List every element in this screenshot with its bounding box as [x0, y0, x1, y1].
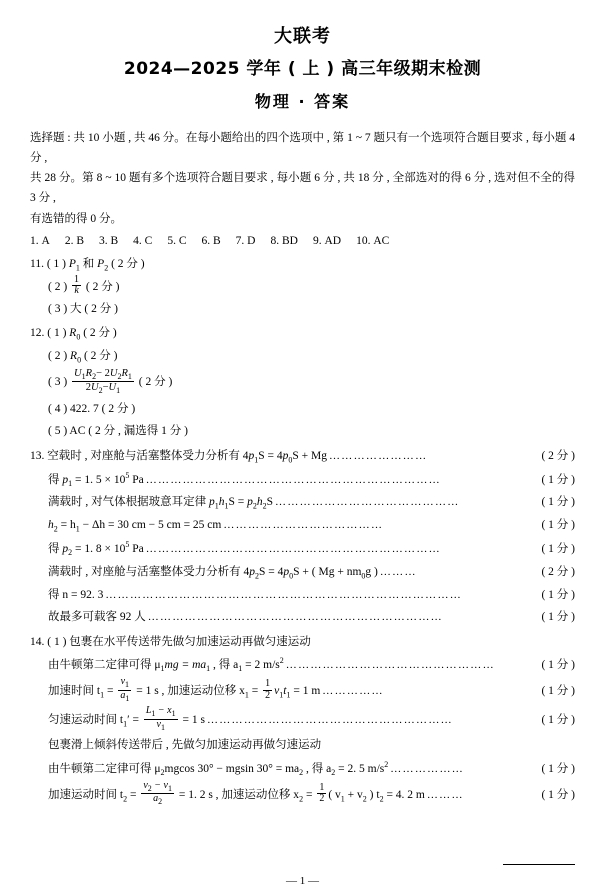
multiple-choice-answers	[30, 235, 575, 247]
question-14-block	[30, 631, 575, 810]
instructions-line-1: 选择题 : 共 10 小题 , 共 46 分。在每小题给出的四个选项中 , 第 1 ~ 7 题只有一个选项符合题目要求 , 每小题 4 分 ,	[30, 132, 575, 165]
fraction-v2-minus-v1-over-a2: $\frac{v_2 - v_1}{a_2}$	[143, 780, 172, 807]
instructions-line-2: 共 28 分。第 8 ~ 10 题有多个选项符合题目要求 , 每小题 6 分 , 共 18 分 , 全部选对的得 6 分 , 选对但不全的得 3 分 ,	[30, 172, 575, 205]
q13-line-4: $h_2 = h_1 - \Delta h = 30$ cm − 5 cm = 25 cm ………………………………… ( 1 分 )	[30, 514, 575, 537]
leader-dots: ………………	[390, 762, 465, 775]
instructions-line-3: 有选错的得 0 分。	[30, 212, 122, 225]
choice-answer-9: 9. AD	[312, 234, 342, 247]
leader-dots: ……………	[322, 684, 384, 697]
leader-dots: ………	[379, 565, 417, 578]
leader-dots: …………………………………	[223, 519, 384, 532]
q14-line-2: 由牛顿第二定律可得 $\mu_1mg = ma_1$ , 得 $a_1 = 2$ $m/s^2$ …………………………………………… ( 1 分 )	[30, 653, 575, 677]
fraction-resistance-formula: $\frac{U_1R_2- 2U_2R_1}{2U_2-U_1}$	[74, 367, 132, 396]
q14-line-1: 14. ( 1 ) 包裹在水平传送带先做匀加速运动再做匀速运动	[30, 635, 311, 648]
choice-answer-7: 7. D	[235, 234, 256, 247]
fraction-1-over-k: $\frac{1}{k}$	[74, 273, 80, 297]
q14-line-4: 匀速运动时间 $t_1'$ = $\frac{L_1 - x_1}{v_1}$ = 1 s …………………………………………………… ( 1 分 )	[30, 706, 575, 735]
q11-part3: ( 3 ) 大 ( 2 分 )	[48, 302, 118, 315]
choice-answer-3: 3. B	[98, 234, 119, 247]
q13-line-8: 故最多可载客 92 人 ……………………………………………………………… ( 1 分 )	[30, 606, 575, 628]
leader-dots: ……………………	[329, 449, 428, 462]
choice-answer-5: 5. C	[167, 234, 187, 247]
q12-part1: 12. ( 1 ) $R_0$ ( 2 分 )	[30, 327, 117, 342]
leader-dots: ………………………………………	[275, 496, 460, 509]
q12-part2: ( 2 ) $R_0$ ( 2 分 )	[48, 350, 118, 365]
q14-line-7: 加速运动时间 $t_2$ = $\frac{v_2 - v_1}{a_2}$ = 1. 2 s , 加速运动位移 $x_2$ = $\frac{1}{2}$ ( $v_1 + v_2$ ) $t_2 = 4$. 2 m ……… ( 1 分 )	[30, 781, 575, 810]
q11-part2: ( 2 ) $\frac{1}{k}$ ( 2 分 )	[48, 273, 120, 297]
q13-line-1: 13. 空载时 , 对座舱与活塞整体受力分析有 $4p_1S = 4p_0S + Mg$ …………………… ( 2 分 )	[30, 445, 575, 468]
leader-dots: ……………………………………………………	[206, 713, 453, 726]
fraction-L1-minus-x1-over-v1: $\frac{L_1 - x_1}{v_1}$	[145, 705, 176, 732]
choice-answer-8: 8. BD	[270, 234, 298, 247]
choice-answer-6: 6. B	[201, 234, 221, 247]
q14-line-3: 加速时间 $t_1$ = $\frac{v_1}{a_1}$ = 1 s , 加速运动位移 $x_1$ = $\frac{1}{2}$ $v_1t_1 = 1$ m …………… ( 1 分 )	[30, 677, 575, 706]
fraction-one-half: $\frac{1}{2}$	[319, 781, 325, 805]
q14-line-5: 包裹滑上倾斜传送带后 , 先做匀加速运动再做匀速运动	[48, 739, 322, 752]
leader-dots: ……………………………………………	[285, 659, 495, 671]
question-13-block	[30, 445, 575, 629]
instructions-paragraph	[30, 128, 575, 229]
q14-line-6: 由牛顿第二定律可得 $\mu_2mgcos$ 30° − mgsin $30^\circ = ma_2$ , 得 $a_2 = 2$. 5 $m/s^2$ ……………… ( 1 分 )	[30, 757, 575, 781]
page-title-main: 大联考	[274, 26, 331, 47]
fraction-v1-over-a1: $\frac{v_1}{a_1}$	[120, 676, 130, 703]
leader-dots: ………………………………………………………………	[145, 543, 441, 556]
leader-dots: ……………………………………………………………………………	[105, 588, 463, 601]
q12-part4: ( 4 ) 422. 7 ( 2 分 )	[48, 403, 136, 416]
q13-line-3: 满载时 , 对气体根据玻意耳定律 $p_1h_1S = p_2h_2S$ ……………………………………… ( 1 分 )	[30, 491, 575, 514]
page-number: — 1 —	[286, 875, 319, 887]
q13-line-7: 得 n = 92. 3 …………………………………………………………………………… ( 1 分 )	[30, 584, 575, 606]
leader-dots: ………	[426, 788, 464, 801]
page-title-sub: 2024—2025 学年 ( 上 ) 高三年级期末检测	[123, 59, 482, 79]
q11-part1: 11. ( 1 ) $P_1$ 和 $P_2$ ( 2 分 )	[30, 257, 145, 272]
q12-part3: ( 3 ) $\frac{U_1R_2- 2U_2R_1}{2U_2-U_1}$ ( 2 分 )	[48, 367, 173, 396]
choice-answer-2: 2. B	[64, 234, 84, 247]
leader-dots: ………………………………………………………………	[145, 473, 441, 486]
fraction-one-half: $\frac{1}{2}$	[265, 678, 271, 701]
q13-line-6: 满载时 , 对座舱与活塞整体受力分析有 $4p_2S = 4p_0S$ + ( $Mg + nm_0g$ ) ……… ( 2 分 )	[30, 561, 575, 584]
question-12-block	[30, 322, 575, 443]
choice-answer-1: 1. A	[30, 234, 50, 247]
choice-answer-4: 4. C	[133, 234, 153, 247]
q12-part5: ( 5 ) AC ( 2 分 , 漏选得 1 分 )	[48, 425, 188, 438]
decorative-rule	[503, 864, 575, 865]
page-title-section: 物理 · 答案	[254, 92, 351, 111]
choice-answer-10: 10. AC	[356, 234, 390, 247]
q13-line-2: 得 $p_1 = 1$. $5 \times 10^5$ Pa ……………………………………………………………… ( 1 分 )	[30, 468, 575, 492]
question-11-block	[30, 253, 575, 321]
q13-line-5: 得 $p_2 = 1$. $8 \times 10^5$ Pa ……………………………………………………………… ( 1 分 )	[30, 537, 575, 561]
leader-dots: ………………………………………………………………	[147, 611, 443, 624]
